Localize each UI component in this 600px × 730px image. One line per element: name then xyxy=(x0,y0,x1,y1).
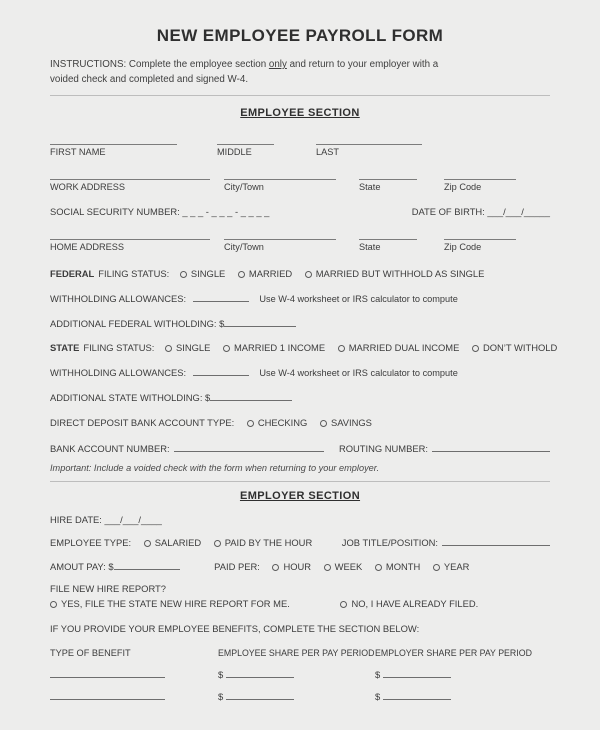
additional-federal-field[interactable] xyxy=(224,317,296,327)
radio-label: MARRIED 1 INCOME xyxy=(233,342,326,354)
work-state-label: State xyxy=(359,182,381,193)
state-filing-row xyxy=(50,342,558,354)
benefit-type-cell xyxy=(50,690,218,702)
bank-account-field[interactable] xyxy=(174,442,324,452)
direct-deposit-row xyxy=(50,417,550,428)
federal-filing-row xyxy=(50,268,550,279)
radio-label: MARRIED DUAL INCOME xyxy=(348,342,460,354)
home-zip-label: Zip Code xyxy=(444,242,482,253)
home-city-line[interactable] xyxy=(224,229,336,240)
bank-routing-row xyxy=(50,442,550,454)
home-address-line[interactable] xyxy=(50,229,210,240)
benefits-row-2 xyxy=(50,690,550,702)
ssn-label: SOCIAL SECURITY NUMBER: xyxy=(50,206,180,218)
home-zip-field xyxy=(444,229,516,252)
employer-share-cell xyxy=(375,668,550,680)
amount-pay-label: AMOUT PAY: $ xyxy=(50,561,114,573)
radio-label: DON’T WITHOLD xyxy=(482,342,558,354)
routing-label: ROUTING NUMBER: xyxy=(338,443,428,455)
radio-type-paid-by-hour[interactable] xyxy=(214,537,313,548)
employee-share-cell xyxy=(218,690,375,702)
radio-label: SAVINGS xyxy=(330,417,372,429)
w4-note: Use W-4 worksheet or IRS calculator to compute xyxy=(259,368,458,379)
ssn-dob-row xyxy=(50,206,550,217)
employee-section-header: EMPLOYEE SECTION xyxy=(240,107,360,120)
radio-state-married-dual-income[interactable] xyxy=(338,342,460,353)
home-address-row xyxy=(50,229,550,252)
work-address-line[interactable] xyxy=(50,169,210,180)
radio-circle-icon xyxy=(324,564,331,571)
dob-blanks-field[interactable]: ___/___/_____ xyxy=(487,206,550,218)
work-zip-field xyxy=(444,169,516,192)
bank-account-label: BANK ACCOUNT NUMBER: xyxy=(50,443,170,455)
paid-per-label: PAID PER: xyxy=(214,561,260,573)
additional-state-label: ADDITIONAL STATE WITHOLDING: $ xyxy=(50,392,211,404)
radio-new-hire-no[interactable] xyxy=(340,598,478,609)
dob-label: DATE OF BIRTH: xyxy=(411,206,485,218)
new-hire-options-row xyxy=(50,598,550,609)
middle-name-label: MIDDLE xyxy=(217,147,252,158)
radio-circle-icon xyxy=(50,601,57,608)
page-title: NEW EMPLOYEE PAYROLL FORM xyxy=(156,26,444,45)
last-name-field xyxy=(316,134,422,157)
routing-field[interactable] xyxy=(432,442,550,452)
radio-label: MARRIED BUT WITHHOLD AS SINGLE xyxy=(315,268,485,280)
additional-state-field[interactable] xyxy=(210,391,292,401)
withholding-allowances-label: WITHHOLDING ALLOWANCES: xyxy=(50,367,187,379)
radio-label: SALARIED xyxy=(154,537,202,549)
last-name-label: LAST xyxy=(316,147,339,158)
instructions-text-2: and return to your employer with a xyxy=(286,59,439,70)
radio-state-dont-withold[interactable] xyxy=(472,342,557,353)
employer-share-field[interactable] xyxy=(383,668,451,678)
instructions-text-1: INSTRUCTIONS: Complete the employee section xyxy=(50,59,269,70)
radio-label: SINGLE xyxy=(190,268,226,280)
radio-paid-hour[interactable] xyxy=(272,561,311,572)
instructions-only-underlined: only xyxy=(268,59,287,70)
radio-label: WEEK xyxy=(334,561,363,573)
ssn-blanks-field[interactable]: _ _ _ - _ _ _ - _ _ _ _ xyxy=(182,206,270,218)
first-name-label: FIRST NAME xyxy=(50,147,106,158)
radio-circle-icon xyxy=(320,420,327,427)
work-city-label: City/Town xyxy=(224,182,264,193)
benefit-type-field[interactable] xyxy=(50,668,165,678)
instructions-text-3: voided check and completed and signed W-4. xyxy=(50,73,249,85)
federal-word: FEDERAL xyxy=(50,268,95,280)
radio-label: NO, I HAVE ALREADY FILED. xyxy=(351,598,479,610)
radio-label: MARRIED xyxy=(248,268,293,280)
employer-share-cell xyxy=(375,690,550,702)
ssn-group xyxy=(50,206,269,217)
home-state-field xyxy=(359,229,417,252)
radio-label: HOUR xyxy=(283,561,312,573)
amount-pay-field[interactable] xyxy=(114,560,180,570)
name-row xyxy=(50,134,550,157)
amount-pay-row xyxy=(50,560,550,572)
benefit-type-field[interactable] xyxy=(50,690,165,700)
additional-federal-row xyxy=(50,317,550,329)
radio-type-salaried[interactable] xyxy=(144,537,201,548)
employer-share-field[interactable] xyxy=(383,690,451,700)
radio-circle-icon xyxy=(375,564,382,571)
benefits-col-type: TYPE OF BENEFIT xyxy=(50,648,131,659)
benefits-row-1 xyxy=(50,668,550,680)
radio-paid-year[interactable] xyxy=(433,561,470,572)
employee-share-cell xyxy=(218,668,375,680)
state-withholding-row xyxy=(50,366,550,378)
radio-new-hire-yes[interactable] xyxy=(50,598,290,609)
hire-date-label: HIRE DATE: xyxy=(50,514,102,526)
home-city-field xyxy=(224,229,336,252)
routing-group xyxy=(339,442,550,454)
radio-federal-married[interactable] xyxy=(238,268,292,279)
radio-circle-icon xyxy=(144,540,151,547)
home-address-label: HOME ADDRESS xyxy=(50,242,125,253)
first-name-line[interactable] xyxy=(50,134,177,145)
federal-filing-label: FILING STATUS: xyxy=(98,268,170,280)
hire-date-field[interactable]: ___/___/____ xyxy=(104,514,162,526)
state-word: STATE xyxy=(50,342,80,354)
divider-top xyxy=(50,95,550,96)
radio-circle-icon xyxy=(247,420,254,427)
dollar-sign: $ xyxy=(218,669,224,681)
dollar-sign: $ xyxy=(218,691,224,703)
radio-circle-icon xyxy=(472,345,479,352)
work-state-line[interactable] xyxy=(359,169,417,180)
radio-circle-icon xyxy=(180,271,187,278)
radio-circle-icon xyxy=(340,601,347,608)
radio-circle-icon xyxy=(305,271,312,278)
divider-employer xyxy=(50,481,550,482)
home-city-label: City/Town xyxy=(224,242,264,253)
employee-share-field[interactable] xyxy=(226,668,294,678)
job-title-group xyxy=(342,536,550,548)
home-address-field xyxy=(50,229,210,252)
important-note: Important: Include a voided check with the form when returning to your employer. xyxy=(50,463,380,474)
radio-label: SINGLE xyxy=(175,342,211,354)
benefits-intro: IF YOU PROVIDE YOUR EMPLOYEE BENEFITS, COMPLETE THE SECTION BELOW: xyxy=(50,623,420,635)
work-address-field xyxy=(50,169,210,192)
work-city-field xyxy=(224,169,336,192)
employee-type-group xyxy=(50,537,312,548)
radio-circle-icon xyxy=(214,540,221,547)
dollar-sign: $ xyxy=(375,669,381,681)
work-zip-line[interactable] xyxy=(444,169,516,180)
radio-circle-icon xyxy=(223,345,230,352)
instructions xyxy=(50,58,550,87)
radio-paid-week[interactable] xyxy=(324,561,363,572)
new-hire-question: FILE NEW HIRE REPORT? xyxy=(50,583,166,595)
state-filing-label: FILING STATUS: xyxy=(83,342,155,354)
bank-account-group xyxy=(50,442,324,454)
hire-date-row xyxy=(50,514,550,525)
work-address-label: WORK ADDRESS xyxy=(50,182,126,193)
radio-circle-icon xyxy=(238,271,245,278)
radio-federal-single[interactable] xyxy=(180,268,225,279)
radio-circle-icon xyxy=(272,564,279,571)
first-name-field xyxy=(50,134,177,157)
additional-state-row xyxy=(50,391,550,403)
radio-circle-icon xyxy=(338,345,345,352)
work-zip-label: Zip Code xyxy=(444,182,482,193)
radio-label: MONTH xyxy=(385,561,421,573)
employee-type-row xyxy=(50,536,550,548)
radio-paid-month[interactable] xyxy=(375,561,420,572)
radio-account-checking[interactable] xyxy=(247,417,307,428)
middle-name-line[interactable] xyxy=(217,134,274,145)
middle-name-field xyxy=(217,134,274,157)
state-allowances-field[interactable] xyxy=(193,366,249,376)
employee-type-label: EMPLOYEE TYPE: xyxy=(50,537,132,549)
radio-label: CHECKING xyxy=(257,417,308,429)
radio-label: YEAR xyxy=(443,561,470,573)
radio-circle-icon xyxy=(433,564,440,571)
radio-label: PAID BY THE HOUR xyxy=(224,537,313,549)
benefits-table-header xyxy=(50,648,550,658)
radio-label: YES, FILE THE STATE NEW HIRE REPORT FOR ME. xyxy=(61,598,290,610)
radio-state-married-1-income[interactable] xyxy=(223,342,325,353)
w4-note: Use W-4 worksheet or IRS calculator to compute xyxy=(259,294,458,305)
work-city-line[interactable] xyxy=(224,169,336,180)
dob-group xyxy=(412,206,550,217)
radio-circle-icon xyxy=(165,345,172,352)
benefits-col-employer-share: EMPLOYER SHARE PER PAY PERIOD xyxy=(375,648,532,659)
job-title-field[interactable] xyxy=(442,536,550,546)
home-zip-line[interactable] xyxy=(444,229,516,240)
radio-federal-married-withhold-single[interactable] xyxy=(305,268,485,279)
direct-deposit-label: DIRECT DEPOSIT BANK ACCOUNT TYPE: xyxy=(50,417,235,429)
withholding-allowances-label: WITHHOLDING ALLOWANCES: xyxy=(50,293,187,305)
last-name-line[interactable] xyxy=(316,134,422,145)
benefit-type-cell xyxy=(50,668,218,680)
dollar-sign: $ xyxy=(375,691,381,703)
job-title-label: JOB TITLE/POSITION: xyxy=(341,537,438,549)
federal-withholding-row xyxy=(50,292,550,304)
federal-allowances-field[interactable] xyxy=(193,292,249,302)
home-state-line[interactable] xyxy=(359,229,417,240)
benefits-col-employee-share: EMPLOYEE SHARE PER PAY PERIOD xyxy=(218,648,375,659)
radio-state-single[interactable] xyxy=(165,342,210,353)
work-address-row xyxy=(50,169,550,192)
employer-section-header: EMPLOYER SECTION xyxy=(239,490,361,503)
home-state-label: State xyxy=(359,242,381,253)
radio-account-savings[interactable] xyxy=(320,417,372,428)
employee-share-field[interactable] xyxy=(226,690,294,700)
additional-federal-label: ADDITIONAL FEDERAL WITHOLDING: $ xyxy=(50,318,225,330)
work-state-field xyxy=(359,169,417,192)
